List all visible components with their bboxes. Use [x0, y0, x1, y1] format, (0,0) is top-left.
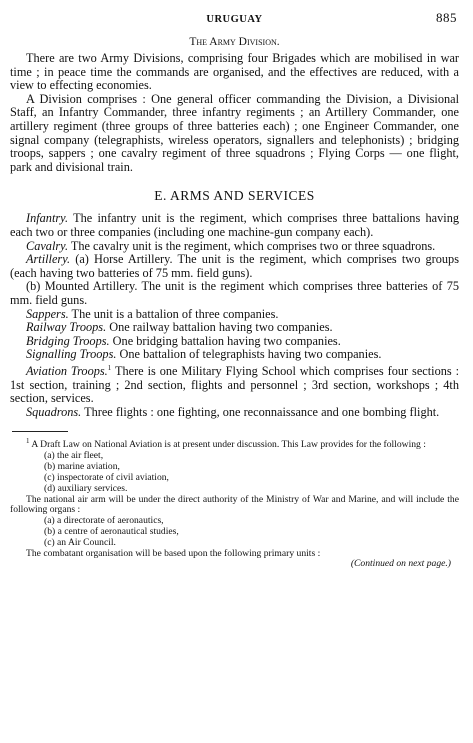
- list-item-bridging-troops: Bridging Troops. One bridging battalion having two companies.: [26, 333, 341, 348]
- paragraph-army-divisions: There are two Army Divisions, comprising four Brigades which are mobilised in war time ; in peace time the commands are organised, and the effectives are reduced, with a view to effecting economies.: [10, 51, 459, 93]
- list-item-infantry: Infantry. The infantry unit is the regiment, which comprises three battalions having each two or three companies (including one machine-gun company each).: [10, 211, 459, 239]
- footnote: [10, 436, 459, 570]
- footnote-list-item: (b) a centre of aeronautical studies,: [44, 525, 179, 537]
- footnote-paragraph: The combatant organisation will be based upon the following primary units :: [26, 547, 321, 559]
- list-item-sappers: Sappers. The unit is a battalion of three companies.: [26, 306, 279, 321]
- running-title: URUGUAY: [206, 14, 263, 25]
- footnote-list-item: (a) a directorate of aeronautics,: [44, 515, 164, 527]
- footnote-list-item: (c) inspectorate of civil aviation,: [44, 471, 169, 483]
- page-number: 885: [436, 10, 457, 25]
- footnote-list-item: (c) an Air Council.: [44, 536, 116, 548]
- continued-note: (Continued on next page.): [350, 558, 451, 570]
- footnote-reference: 1: [107, 363, 112, 372]
- list-item-signalling-troops: Signalling Troops. One battalion of telegraphists having two companies.: [26, 347, 382, 362]
- section-heading-army-division: The Army Division.: [189, 36, 280, 48]
- list-item-cavalry: Cavalry. The cavalry unit is the regiment, which comprises two or three squadrons.: [26, 238, 436, 253]
- footnote-paragraph: The national air arm will be under the direct authority of the Ministry of War and Marine, and will include the following organs :: [10, 493, 459, 516]
- list-item-squadrons: Squadrons. Three flights : one fighting, one reconnaissance and one bombing flight.: [26, 404, 440, 419]
- running-header: [10, 10, 459, 28]
- footnote-divider: [12, 431, 68, 432]
- footnote-list-item: (d) auxiliary services.: [44, 482, 128, 494]
- footnote-list-item: (a) the air fleet,: [44, 450, 104, 462]
- list-item-artillery: Artillery. (a) Horse Artillery. The unit is the regiment, which comprises two groups (each having two batteries of 75 mm. field guns).: [10, 252, 459, 280]
- arms-list: [10, 212, 459, 419]
- footnote-list-item: (b) marine aviation,: [44, 461, 120, 473]
- section-heading-arms-services: E. ARMS AND SERVICES: [154, 188, 315, 204]
- list-item-railway-troops: Railway Troops. One railway battalion having two companies.: [26, 320, 333, 335]
- list-item-aviation-troops: Aviation Troops.$^1$ There is one Military Flying School which comprises four sections : 1st section, training ; 2nd section, flights and personnel ; 3rd section, workshops ; 4th section, services.: [10, 363, 460, 406]
- list-item-mounted-artillery: (b) Mounted Artillery. The unit is the regiment which comprises three batteries of 75 mm. field guns.: [10, 279, 459, 307]
- paragraph-division-composition: A Division comprises : One general officer commanding the Division, a Divisional Staff, an Infantry Commander, three infantry regiments ; an Artillery Commander, one artillery regiment (three groups of three batteries each) ; one Engineer Commander, one signal company (telegraphists, wireless operators, signallers and telephonists) ; bridging troops, sappers ; one cavalry regiment of three squadrons ; Flying Corps — one flight, park and divisional train.: [10, 91, 459, 174]
- footnote-intro: $^1$ A Draft Law on National Aviation is at present under discussion. This Law provides for the following :: [26, 437, 426, 451]
